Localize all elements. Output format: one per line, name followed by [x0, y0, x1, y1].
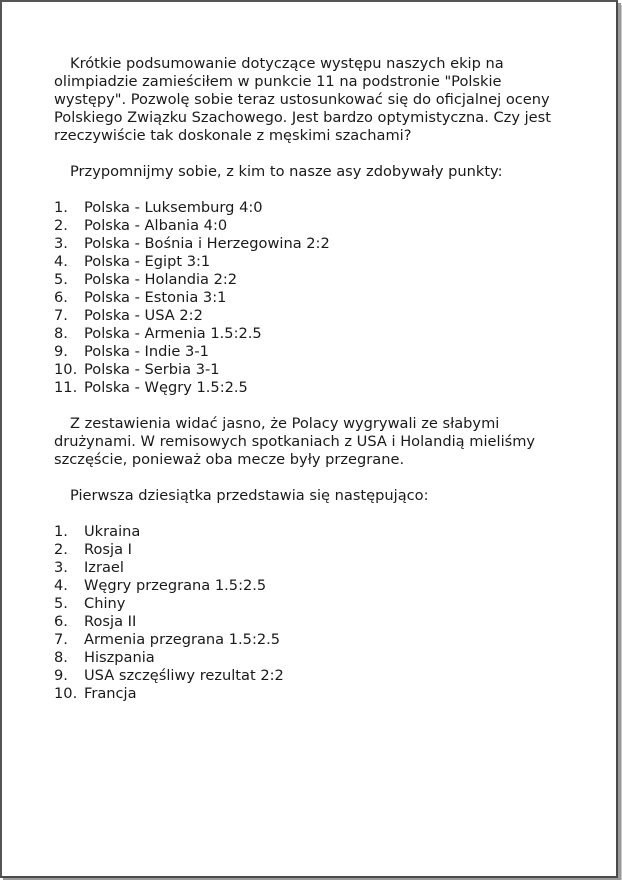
list-item: [54, 307, 574, 325]
list-item: [54, 343, 574, 361]
list-item-text: Węgry przegrana 1.5:2.5: [84, 577, 267, 594]
list-item-number: 1.: [54, 523, 68, 540]
list-item-text: USA szczęśliwy rezultat 2:2: [84, 667, 284, 684]
list-item-text: Chiny: [84, 595, 126, 612]
matches-intro-paragraph: Przypomnijmy sobie, z kim to nasze asy zdobywały punkty:: [70, 163, 503, 180]
list-item-text: Polska - Estonia 3:1: [84, 289, 227, 306]
list-item: [54, 685, 574, 703]
list-item: [54, 613, 574, 631]
list-item: [54, 577, 574, 595]
list-item: [54, 235, 574, 253]
spacer: [54, 181, 574, 199]
list-item-number: 6.: [54, 289, 68, 306]
list-item-number: 1.: [54, 199, 68, 216]
list-item-number: 10.: [54, 685, 78, 702]
list-item: [54, 361, 574, 379]
list-item-number: 9.: [54, 667, 68, 684]
list-item-text: Polska - Egipt 3:1: [84, 253, 211, 270]
list-item-text: Polska - Bośnia i Herzegowina 2:2: [84, 235, 330, 252]
comment-paragraph: Z zestawienia widać jasno, że Polacy wygrywali ze słabymi drużynami. W remisowych spotkaniach z USA i Holandią mieliśmy szczęście, ponieważ oba mecze były przegrane.: [54, 415, 536, 468]
top10-intro-paragraph: Pierwsza dziesiątka przedstawia się następująco:: [70, 487, 429, 504]
list-item-text: Izrael: [84, 559, 124, 576]
spacer: [54, 505, 574, 523]
intro-paragraph: Krótkie podsumowanie dotyczące występu naszych ekip na olimpiadzie zamieściłem w punkcie 11 na podstronie "Polskie występy". Pozwolę sobie teraz ustosunkować się do oficjalnej oceny Polskiego Związku Szachowego. Jest bardzo optymistyczna. Czy jest rzeczywiście tak doskonale z męskimi szachami?: [54, 55, 551, 144]
list-item-number: 4.: [54, 253, 68, 270]
list-item-number: 4.: [54, 577, 68, 594]
list-item: [54, 559, 574, 577]
list-item: [54, 289, 574, 307]
list-item: [54, 217, 574, 235]
list-item: [54, 667, 574, 685]
list-item-text: Polska - USA 2:2: [84, 307, 203, 324]
list-item-number: 10.: [54, 361, 78, 378]
list-item-text: Polska - Luksemburg 4:0: [84, 199, 263, 216]
list-item-text: Armenia przegrana 1.5:2.5: [84, 631, 281, 648]
list-item-text: Polska - Serbia 3-1: [84, 361, 220, 378]
list-item-number: 8.: [54, 325, 68, 342]
list-item: [54, 379, 574, 397]
list-item: [54, 649, 574, 667]
list-item: [54, 271, 574, 289]
list-item-number: 5.: [54, 271, 68, 288]
list-item-number: 3.: [54, 559, 68, 576]
list-item: [54, 199, 574, 217]
spacer: [54, 145, 574, 163]
list-item-number: 7.: [54, 631, 68, 648]
list-item-number: 9.: [54, 343, 68, 360]
list-item-text: Polska - Holandia 2:2: [84, 271, 238, 288]
list-item-number: 3.: [54, 235, 68, 252]
list-item-text: Polska - Armenia 1.5:2.5: [84, 325, 262, 342]
list-item-number: 7.: [54, 307, 68, 324]
list-item: [54, 541, 574, 559]
list-item-text: Polska - Indie 3-1: [84, 343, 209, 360]
list-item-text: Rosja II: [84, 613, 137, 630]
list-item-number: 2.: [54, 541, 68, 558]
list-item: [54, 523, 574, 541]
top10-list: [54, 523, 574, 703]
list-item: [54, 253, 574, 271]
list-item-text: Hiszpania: [84, 649, 155, 666]
list-item-number: 11.: [54, 379, 78, 396]
list-item-number: 2.: [54, 217, 68, 234]
list-item-text: Francja: [84, 685, 137, 702]
list-item-text: Rosja I: [84, 541, 132, 558]
document-content: [54, 55, 574, 703]
list-item-number: 6.: [54, 613, 68, 630]
list-item: [54, 631, 574, 649]
list-item-text: Polska - Węgry 1.5:2.5: [84, 379, 248, 396]
spacer: [54, 397, 574, 415]
list-item: [54, 325, 574, 343]
list-item: [54, 595, 574, 613]
matches-list: [54, 199, 574, 397]
list-item-number: 8.: [54, 649, 68, 666]
list-item-number: 5.: [54, 595, 68, 612]
spacer: [54, 469, 574, 487]
list-item-text: Ukraina: [84, 523, 141, 540]
list-item-text: Polska - Albania 4:0: [84, 217, 228, 234]
